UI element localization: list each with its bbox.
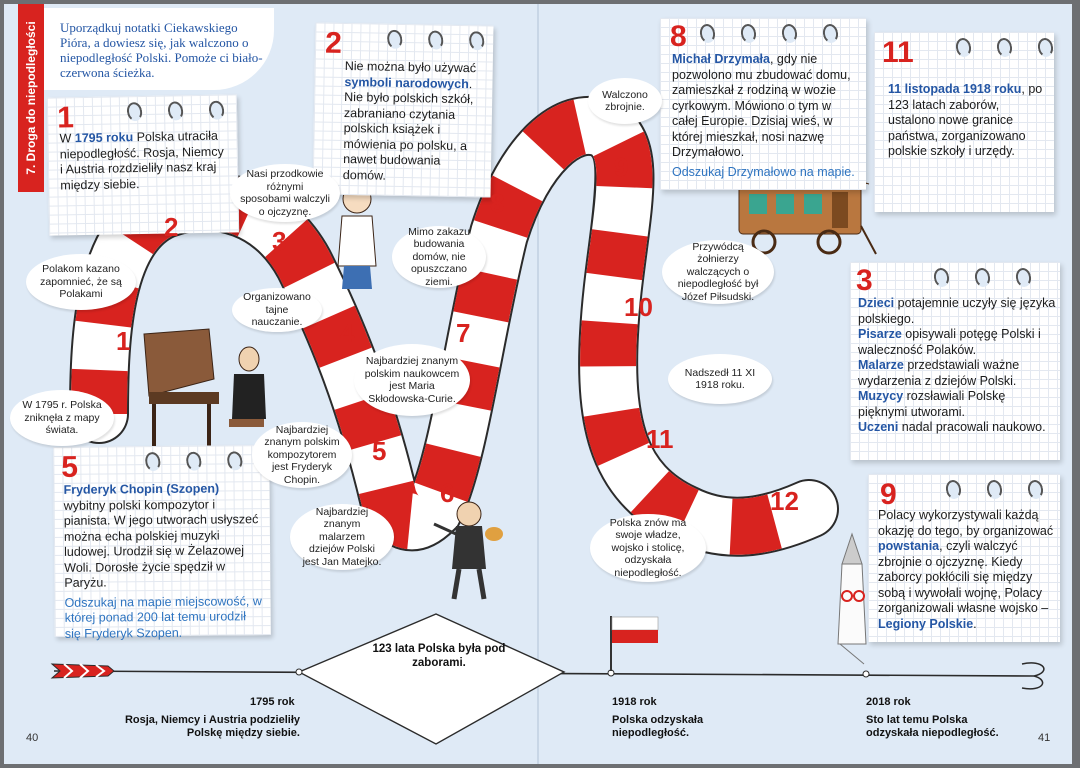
chapter-title: 7. Droga do niepodległości xyxy=(24,21,38,175)
note-text: wybitny polski kompozytor i pianista. W jego utworach usłyszeć można echa polskiej muzyki ludowej. Urodził się w Żelazowej Woli. Dorosłe życie spędził w Paryżu. xyxy=(63,497,259,590)
path-step-number: 3 xyxy=(272,226,287,256)
note-text: opisywali potęgę Polski i waleczność Polaków. xyxy=(858,327,1041,357)
bubble-text: Mimo zakazu budowania domów, nie opuszczano ziemi. xyxy=(408,225,470,288)
note-text: Nie można było używać xyxy=(344,58,477,76)
piano-illustration xyxy=(144,329,266,454)
bubble-text: Nadszedł 11 XI 1918 roku. xyxy=(684,366,756,391)
page-number-left: 40 xyxy=(26,732,39,744)
speech-bubble xyxy=(588,78,662,124)
chapter-tab xyxy=(18,4,44,192)
pen-character-illustration xyxy=(838,534,866,664)
bubble-text: Polska znów ma swoje władze, wojsko i stolicę, odzyskała niepodległość. xyxy=(609,516,687,579)
bubble-text: Polakom kazano zapomnieć, że są Polakami xyxy=(40,263,122,301)
bubble-text: Najbardziej znanym malarzem dziejów Polski jest Jan Matejko. xyxy=(302,505,382,568)
note-number: 11 xyxy=(882,36,914,69)
note-highlight: 11 listopada 1918 roku xyxy=(888,82,1022,96)
bubble-text: W 1795 r. Polska zniknęła z mapy świata. xyxy=(22,399,102,437)
note-number: 3 xyxy=(856,264,873,297)
note-text: . xyxy=(973,616,977,631)
note-highlight: Dzieci xyxy=(858,296,895,310)
note-number: 9 xyxy=(880,478,897,511)
note-text: , gdy nie pozwolono mu zbudować domu, zamieszkał z rodziną w wozie cyrkowym. Mówiono o tym w całej Europie. Dzisiaj wieś, w której mieszkał, nosi nazwę Drzymałowo. xyxy=(672,52,851,159)
path-step-number: 7 xyxy=(456,318,471,348)
note-highlight: Fryderyk Chopin (Szopen) xyxy=(63,481,220,497)
note-8 xyxy=(660,18,866,190)
note-text: Polacy wykorzystywali każdą okazję do tego, by organizować xyxy=(878,508,1054,538)
path-step-number: 10 xyxy=(624,292,653,322)
bubble-text: Najbardziej znanym polskim kompozytorem jest Fryderyk Chopin. xyxy=(264,423,340,486)
note-text: , po 123 latach zaborów, ustalono nowe granice państwa, zorganizowano polskie szkoły i urzędy. xyxy=(888,82,1043,158)
path-step-number: 11 xyxy=(646,424,674,454)
speech-bubble xyxy=(10,390,114,446)
timeline-1795-year: 1795 rok xyxy=(250,696,295,708)
note-highlight: Muzycy xyxy=(858,389,904,403)
note-number: 8 xyxy=(670,20,687,53)
timeline-1918-year: 1918 rok xyxy=(612,696,657,708)
note-highlight: symboli narodowych xyxy=(344,74,469,91)
note-highlight: Michał Drzymała xyxy=(672,52,770,66)
note-number: 2 xyxy=(324,26,343,60)
note-3 xyxy=(850,262,1060,460)
timeline-1795-text: Rosja, Niemcy i Austria podzieliły Polskę między siebie. xyxy=(124,714,300,739)
bubble-text: Nasi przodkowie różnymi sposobami walczyli o ojczyznę. xyxy=(240,168,330,218)
bubble-text: Przywódcą żołnierzy walczących o niepodległość był Józef Piłsudski. xyxy=(677,240,759,303)
speech-bubble xyxy=(26,254,136,310)
timeline-2018-text: Sto lat temu Polska odzyskała niepodległość. xyxy=(866,714,999,739)
note-5 xyxy=(53,445,271,641)
bubble-text: Organizowano tajne nauczanie. xyxy=(243,291,311,329)
path-step-number: 2 xyxy=(164,212,179,242)
boy-illustration xyxy=(338,180,376,289)
note-1 xyxy=(47,94,239,235)
timeline-diamond-text: 123 lata Polska była pod zaborami. xyxy=(372,643,506,669)
page-number-right: 41 xyxy=(1038,732,1051,744)
speech-bubble xyxy=(230,164,340,222)
speech-bubble xyxy=(392,226,486,288)
note-text: potajemnie uczyły się języka polskiego. xyxy=(858,296,1056,326)
note-number: 5 xyxy=(61,450,79,484)
note-number: 1 xyxy=(56,101,75,135)
bubble-text: Najbardziej znanym polskim naukowcem jest Maria Skłodowska-Curie. xyxy=(364,355,460,405)
path-step-number: 5 xyxy=(372,436,387,466)
speech-bubble xyxy=(354,344,470,416)
note-task: Odszukaj na mapie miejscowość, w której ponad 200 lat temu urodził się Fryderyk Szopen. xyxy=(64,593,262,641)
note-text: przedstawiali ważne wydarzenia z dziejów Polski. xyxy=(858,358,1020,388)
note-9 xyxy=(868,474,1060,642)
note-text: Polska utraciła niepodległość. Rosja, Niemcy i Austria rozdzieliły nasz kraj między siebie. xyxy=(59,128,224,192)
book-spread xyxy=(4,4,1072,764)
note-highlight: powstania xyxy=(878,539,940,553)
speech-bubble xyxy=(668,354,772,404)
note-task: Odszukaj Drzymałowo na mapie. xyxy=(672,164,855,179)
bubble-text: Walczono zbrojnie. xyxy=(602,88,648,113)
note-text: nadal pracowali naukowo. xyxy=(898,420,1046,434)
speech-bubble xyxy=(662,240,774,304)
note-highlight: Legiony Polskie xyxy=(878,616,974,631)
note-text: , czyli walczyć zbrojnie o ojczyznę. Kiedy zaborcy pokłócili się między sobą i wywołali wojnę, Polacy zorganizowali własne wojsko – xyxy=(878,539,1049,615)
path-step-number: 12 xyxy=(770,486,799,516)
path-step-number: 4 xyxy=(340,318,355,348)
path-step-number: 1 xyxy=(116,326,131,356)
speech-bubble xyxy=(590,514,706,582)
intro-text: Uporządkuj notatki Ciekawskiego Pióra, a dowiesz się, jak walczono o niepodległość Polski. Pomoże ci biało-czerwona ścieżka. xyxy=(44,8,274,90)
note-text: . Nie było polskich szkół, zabraniano czytania polskich książek i mówienia po polsku, a nawet budowania domów. xyxy=(342,76,474,183)
path-step-number: 6 xyxy=(440,478,455,508)
note-text: rozsławiali Polskę pięknymi utworami. xyxy=(858,389,1006,419)
note-highlight: Malarze xyxy=(858,358,904,372)
speech-bubble xyxy=(290,504,394,570)
timeline-1918-text: Polska odzyskała niepodległość. xyxy=(612,714,704,739)
note-highlight: Pisarze xyxy=(858,327,902,341)
note-highlight: Uczeni xyxy=(858,420,899,434)
speech-bubble xyxy=(232,288,322,332)
note-text: W xyxy=(59,131,75,146)
note-highlight: 1795 roku xyxy=(74,130,134,146)
speech-bubble xyxy=(252,422,352,488)
path-step-number: 9 xyxy=(614,152,629,182)
note-11 xyxy=(874,32,1054,212)
timeline-2018-year: 2018 rok xyxy=(866,696,911,708)
path-step-number: 8 xyxy=(490,188,505,218)
